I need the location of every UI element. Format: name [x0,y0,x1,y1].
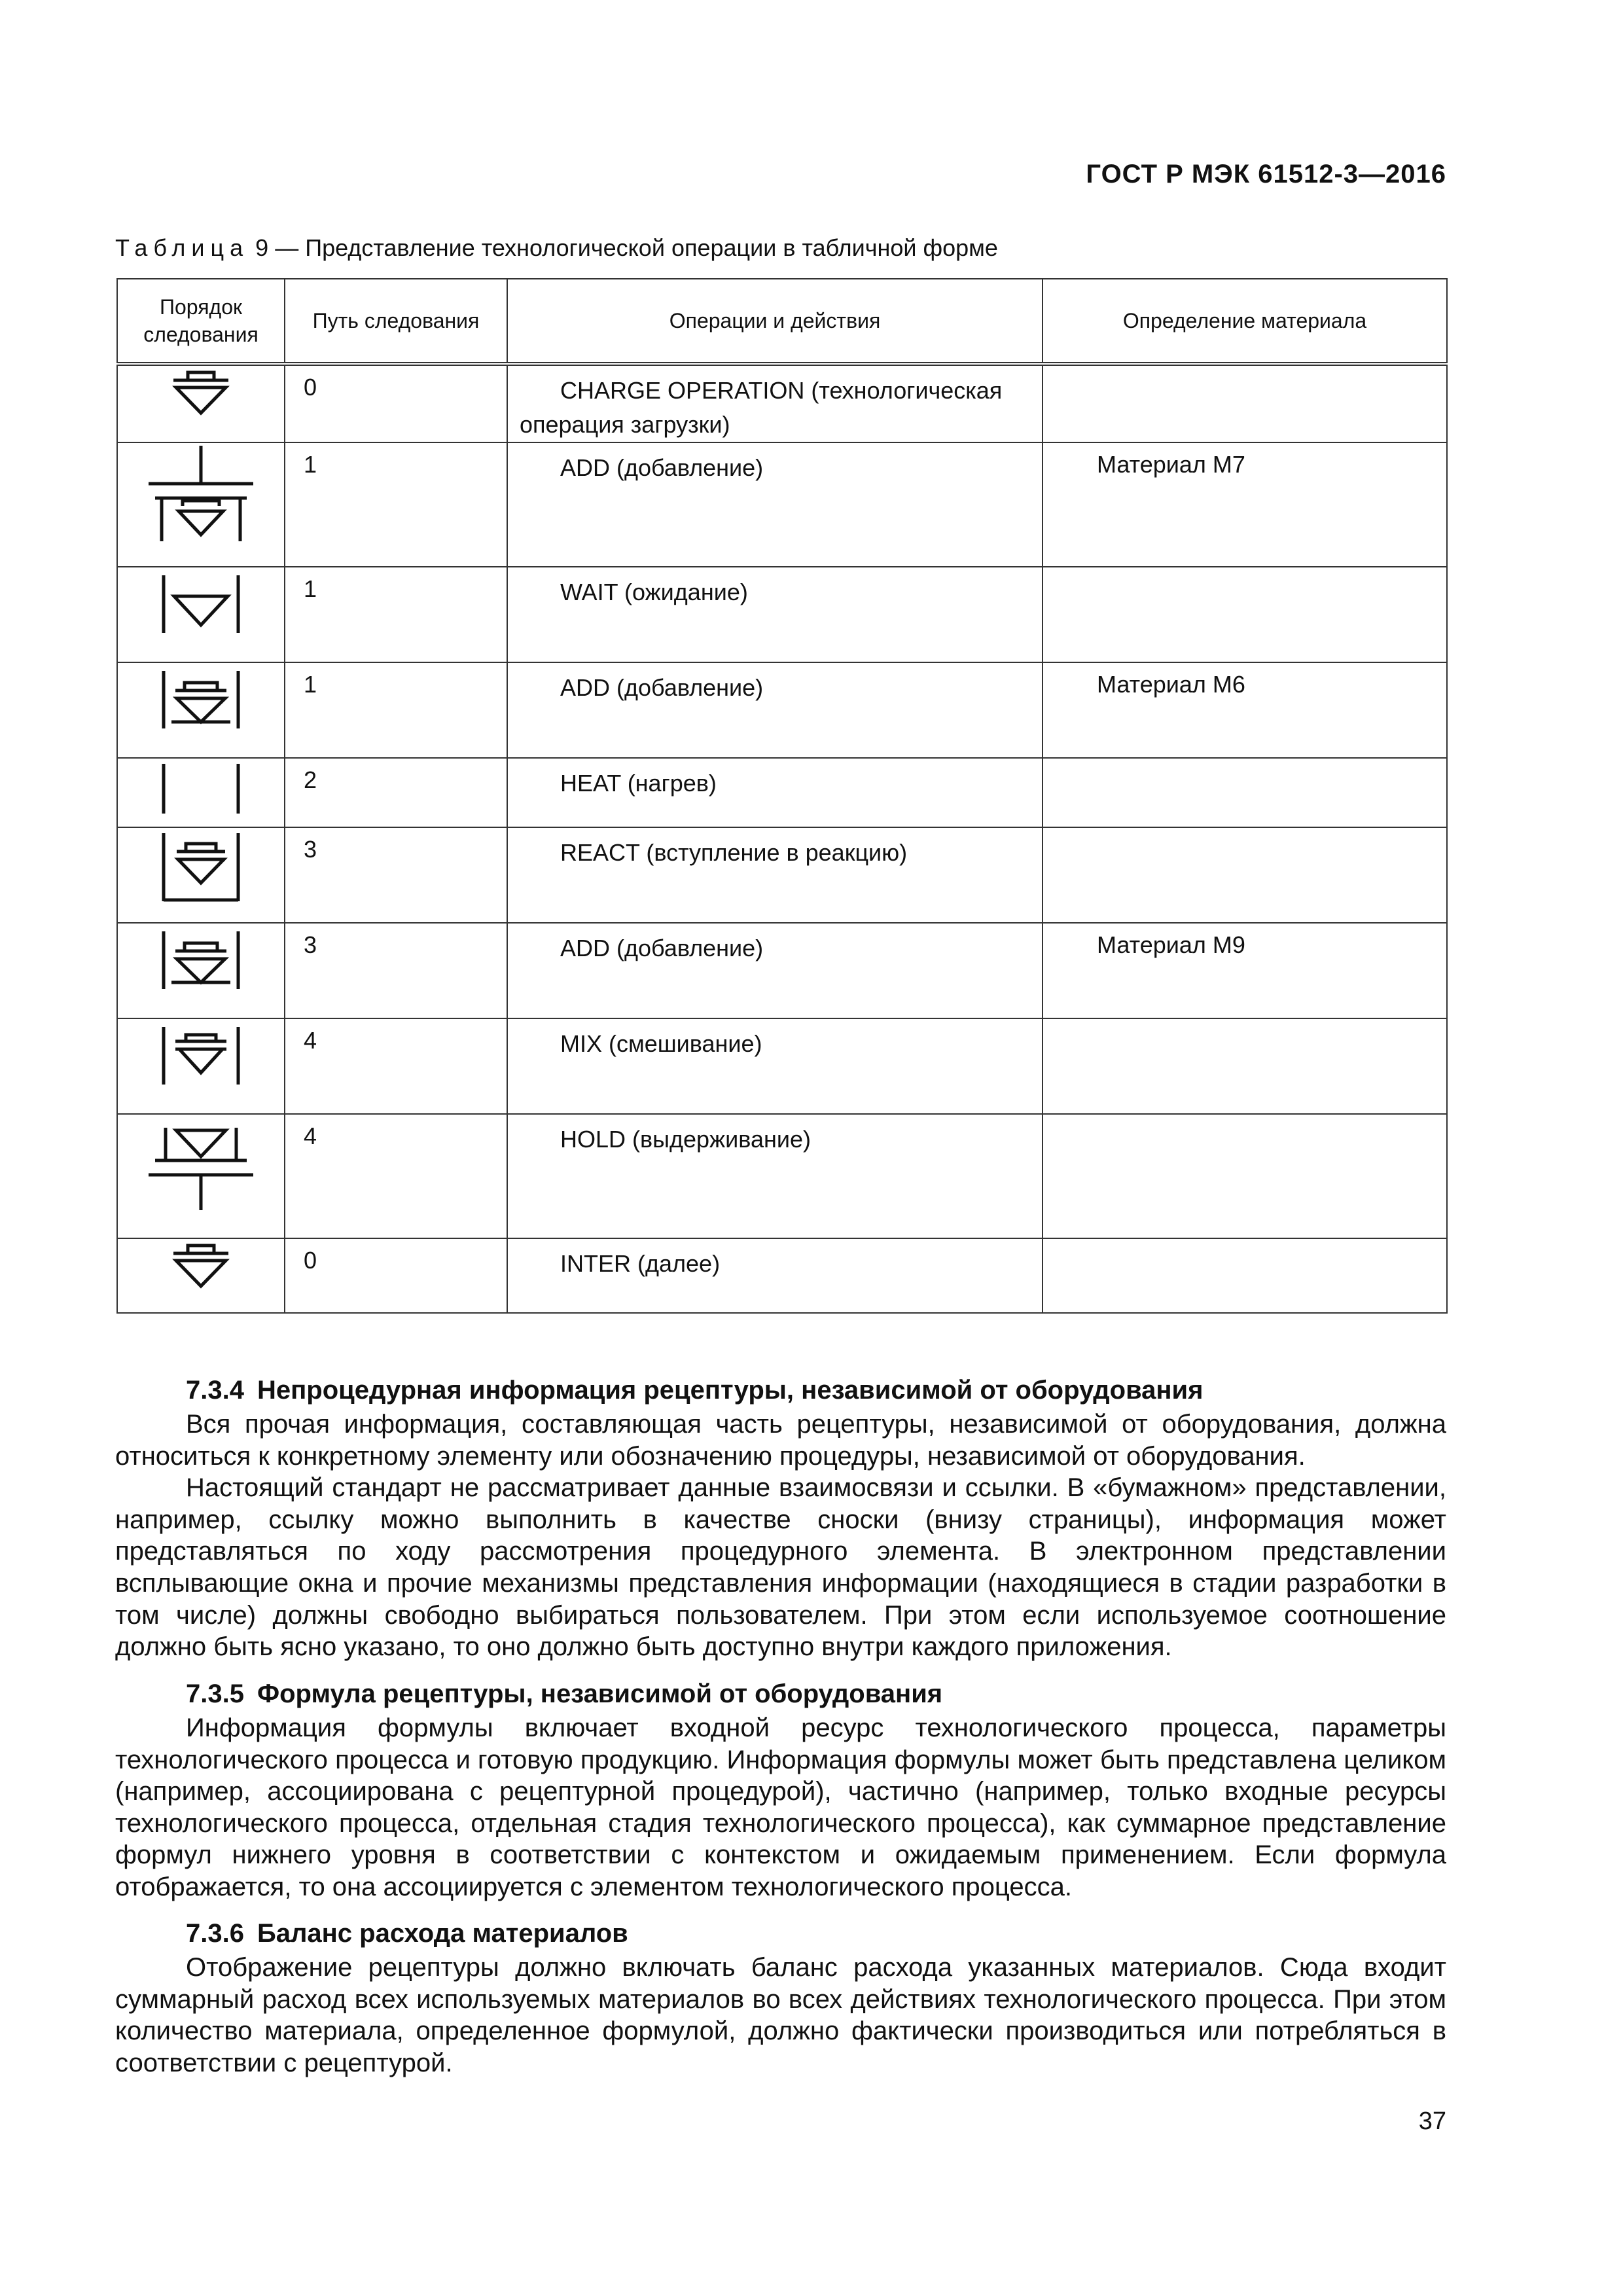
material-cell [1043,1238,1447,1313]
column-header-order: Порядок следования [117,279,285,364]
table-caption-text: 9 — Представление технологической операции в табличной форме [255,234,998,261]
page-number: 37 [1418,2108,1446,2135]
operation-cell [507,923,1043,1018]
add-branch-icon [142,443,260,541]
table-row [117,1238,1447,1313]
operation-cell [507,827,1043,923]
operation-cell [507,442,1043,567]
path-cell: 4 [285,1114,507,1238]
operation-text: ADD (добавление) [560,935,764,961]
paragraph: Настоящий стандарт не рассматривает данные взаимосвязи и ссылки. В «бумажном» представлении, например, ссылку можно выполнить в качестве сноски (внизу страницы), информация может представляться по ходу рассмотрения процедурного элемента. В электронном представлении всплывающие окна и прочие механизмы представления информации (находящиеся в стадии разработки в том числе) должны свободно выбираться пользователем. При этом если используемое соотношение должно быть ясно указано, то оно должно быть доступно внутри каждого приложения. [115,1473,1446,1662]
path-cell: 1 [285,662,507,758]
operation-text: ADD (добавление) [560,674,764,701]
operation-cell [507,1238,1043,1313]
symbol-cell [117,1018,285,1114]
material-cell [1043,758,1447,827]
symbol-cell [117,567,285,662]
material-cell [1043,567,1447,662]
mix-icon [152,1019,250,1091]
material-cell [1043,827,1447,923]
path-cell: 4 [285,1018,507,1114]
table-row [117,1018,1447,1114]
column-header-path: Путь следования [285,279,507,364]
path-cell: 2 [285,758,507,827]
operation-cell [507,758,1043,827]
hold-icon [142,1115,260,1213]
operation-cell [507,662,1043,758]
material-cell [1043,1018,1447,1114]
symbol-cell [117,923,285,1018]
operation-cell [507,1018,1043,1114]
table-row [117,364,1447,442]
path-cell: 0 [285,1238,507,1313]
inter-icon [168,1239,234,1291]
operation-cell [507,567,1043,662]
symbol-cell [117,662,285,758]
table-row [117,567,1447,662]
standard-designation: ГОСТ Р МЭК 61512-3—2016 [1086,160,1446,188]
path-cell: 0 [285,364,507,442]
table-row [117,442,1447,567]
symbol-cell [117,1114,285,1238]
procedure-table [116,278,1448,1314]
table-row [117,923,1447,1018]
add-icon [152,663,250,735]
table-caption-word: Таблица [115,234,249,261]
operation-text: MIX (смешивание) [560,1030,762,1057]
add-icon [152,924,250,996]
operation-text: WAIT (ожидание) [560,579,748,605]
path-cell: 3 [285,923,507,1018]
operation-text: REACT (вступление в реакцию) [560,839,908,866]
table-row [117,827,1447,923]
material-cell [1043,1114,1447,1238]
symbol-cell [117,827,285,923]
symbol-cell [117,1238,285,1313]
operation-text: INTER (далее) [560,1250,721,1277]
heat-icon [152,759,250,817]
react-icon [152,828,250,906]
path-cell: 3 [285,827,507,923]
operation-text: HOLD (выдерживание) [560,1126,811,1153]
material-cell: Материал М9 [1043,923,1447,1018]
section-heading: 7.3.6 Баланс расхода материалов [186,1919,628,1948]
operation-text-continued: операция загрузки) [520,411,730,438]
material-cell: Материал М7 [1043,442,1447,567]
section-7-3-5 [115,1676,1446,1903]
table-row [117,758,1447,827]
section-heading: 7.3.5 Формула рецептуры, независимой от оборудования [186,1679,943,1708]
operation-cell [507,364,1043,442]
charge-operation-icon [168,366,234,418]
section-7-3-6 [115,1915,1446,2079]
symbol-cell [117,364,285,442]
symbol-cell [117,442,285,567]
paragraph: Отображение рецептуры должно включать баланс расхода указанных материалов. Сюда входит суммарный расход всех используемых материалов во всех действиях технологического процесса. При этом количество материала, определенное формулой, должно фактически производиться или потребляться в соответствии с рецептурой. [115,1953,1446,2077]
column-header-material: Определение материала [1043,279,1447,364]
table-caption [115,234,998,262]
path-cell: 1 [285,567,507,662]
operation-text: CHARGE OPERATION (технологическая [560,377,1003,404]
section-heading: 7.3.4 Непроцедурная информация рецептуры, независимой от оборудования [186,1376,1204,1405]
table-header-row [117,279,1447,364]
table-row [117,662,1447,758]
material-cell [1043,364,1447,442]
column-header-operations: Операции и действия [507,279,1043,364]
paragraph: Вся прочая информация, составляющая часть рецептуры, независимой от оборудования, должна относиться к конкретному элементу или обозначению процедуры, независимой от оборудования. [115,1410,1446,1471]
paragraph: Информация формулы включает входной ресурс технологического процесса, параметры технологического процесса и готовую продукцию. Информация формулы может быть представлена целиком (например, ассоциирована с рецептурной процедурой), частично (например, только входные ресурсы технологического процесса, отдельная стадия технологического процесса), как суммарное представление формул нижнего уровня в соответствии с контекстом и ожидаемым применением. Если формула отображается, то она ассоциируется с элементом технологического процесса. [115,1713,1446,1901]
operation-cell [507,1114,1043,1238]
table-row [117,1114,1447,1238]
material-cell: Материал М6 [1043,662,1447,758]
section-7-3-4 [115,1372,1446,1663]
wait-icon [152,567,250,639]
operation-text: ADD (добавление) [560,454,764,481]
operation-text: HEAT (нагрев) [560,770,717,797]
path-cell: 1 [285,442,507,567]
symbol-cell [117,758,285,827]
